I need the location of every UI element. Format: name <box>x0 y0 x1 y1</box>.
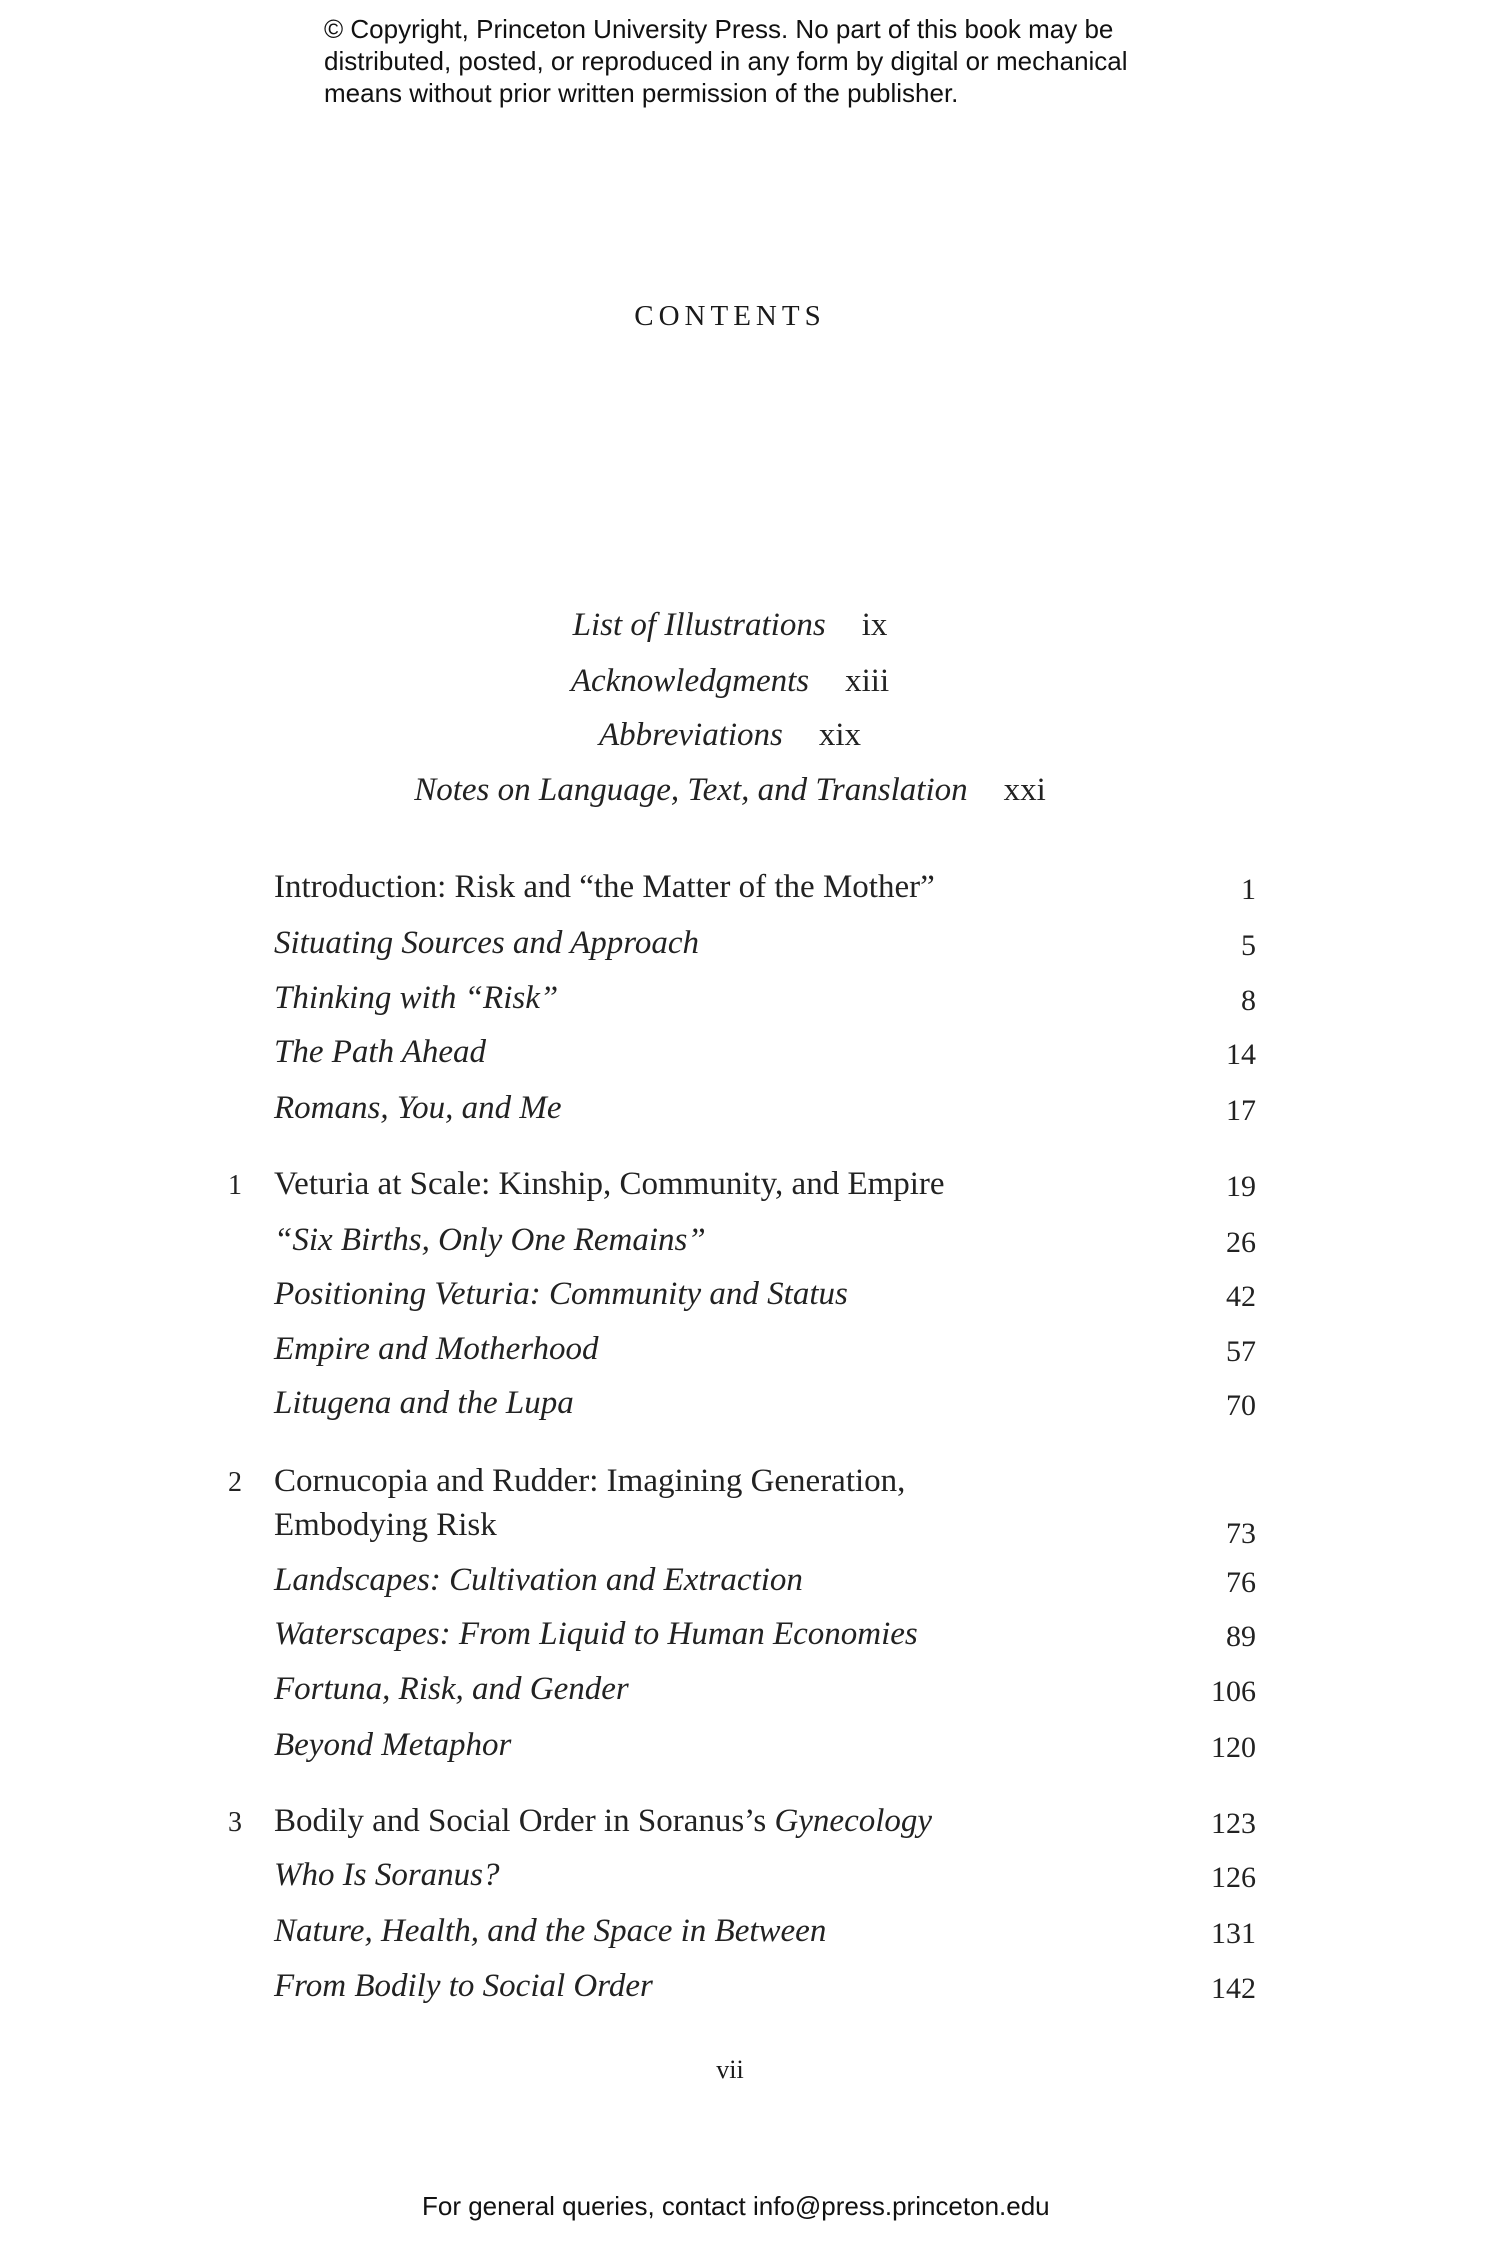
entry-title: Landscapes: Cultivation and Extraction <box>274 1562 803 1598</box>
page-title: CONTENTS <box>634 300 826 332</box>
entry-page: xix <box>818 717 862 753</box>
copyright-line: means without prior written permission of the publisher. <box>324 78 959 108</box>
toc-entry-section <box>0 925 1500 965</box>
entry-page: xxi <box>1003 772 1046 808</box>
chapter-number: 2 <box>228 1467 242 1498</box>
front-matter-entry <box>0 772 1460 809</box>
entry-page: 123 <box>1211 1807 1256 1840</box>
toc-entry-chapter <box>0 869 1500 909</box>
entry-page: 26 <box>1226 1226 1256 1259</box>
entry-title: Thinking with “Risk” <box>274 980 559 1016</box>
entry-title: Romans, You, and Me <box>274 1090 562 1126</box>
front-matter-entry <box>0 607 1460 644</box>
entry-title: Acknowledgments <box>570 663 810 699</box>
entry-title: From Bodily to Social Order <box>274 1968 653 2004</box>
copyright-line: distributed, posted, or reproduced in any form by digital or mechanical <box>324 46 1128 76</box>
entry-page: 5 <box>1241 929 1256 962</box>
entry-title: The Path Ahead <box>274 1034 487 1070</box>
chapter-number: 3 <box>228 1807 242 1838</box>
entry-page: 42 <box>1226 1280 1256 1313</box>
entry-title: Introduction: Risk and “the Matter of the Mother” <box>274 869 935 905</box>
entry-title-roman: Bodily and Social Order in Soranus’s <box>274 1803 775 1839</box>
entry-page: 126 <box>1211 1861 1256 1894</box>
toc-entry-section <box>0 1222 1500 1262</box>
toc-entry-chapter <box>0 1166 1500 1206</box>
entry-page: 1 <box>1241 873 1256 906</box>
page-number: vii <box>716 2055 744 2084</box>
toc-entry-section <box>0 1331 1500 1371</box>
entry-title: “Six Births, Only One Remains” <box>274 1222 706 1258</box>
toc-entry-chapter <box>0 1463 1500 1503</box>
toc-entry-section <box>0 1913 1500 1953</box>
entry-page: 73 <box>1226 1517 1256 1550</box>
toc-entry-section <box>0 1385 1500 1425</box>
entry-page: ix <box>861 607 888 643</box>
entry-title: Situating Sources and Approach <box>274 925 700 961</box>
contact-footer: For general queries, contact info@press.princeton.edu <box>422 2191 1050 2221</box>
toc-entry-section <box>0 1857 1500 1897</box>
entry-title <box>274 1803 932 1840</box>
toc-entry-section <box>0 1968 1500 2008</box>
entry-page: 17 <box>1226 1094 1256 1127</box>
toc-entry-section <box>0 1727 1500 1767</box>
toc-entry-section <box>0 980 1500 1020</box>
entry-page: 14 <box>1226 1038 1256 1071</box>
copyright-line: © Copyright, Princeton University Press. No part of this book may be <box>324 14 1114 44</box>
entry-title: Positioning Veturia: Community and Status <box>274 1276 848 1312</box>
toc-entry-section <box>0 1562 1500 1602</box>
entry-page: 89 <box>1226 1620 1256 1653</box>
entry-title: Fortuna, Risk, and Gender <box>274 1671 629 1707</box>
entry-page: 120 <box>1211 1731 1256 1764</box>
entry-title-line2: Embodying Risk <box>274 1507 497 1543</box>
chapter-number: 1 <box>228 1170 242 1201</box>
entry-title-line1: Cornucopia and Rudder: Imagining Generation, <box>274 1463 906 1499</box>
entry-page: 106 <box>1211 1675 1256 1708</box>
entry-title: Who Is Soranus? <box>274 1857 500 1893</box>
toc-entry-chapter <box>0 1803 1500 1843</box>
entry-title-italic: Gynecology <box>774 1803 933 1839</box>
toc-entry-section <box>0 1090 1500 1130</box>
entry-page: xiii <box>845 663 890 699</box>
front-matter-entry <box>0 717 1460 754</box>
toc-entry-section <box>0 1671 1500 1711</box>
toc-entry-section <box>0 1034 1500 1074</box>
copyright-notice <box>324 13 1224 109</box>
entry-title: Veturia at Scale: Kinship, Community, and Empire <box>274 1166 945 1202</box>
entry-title: Litugena and the Lupa <box>274 1385 574 1421</box>
entry-title: Notes on Language, Text, and Translation <box>414 772 968 808</box>
entry-page: 8 <box>1241 984 1256 1017</box>
entry-title: Beyond Metaphor <box>274 1727 512 1763</box>
entry-page: 142 <box>1211 1972 1256 2005</box>
entry-page: 57 <box>1226 1335 1256 1368</box>
toc-entry-section <box>0 1616 1500 1656</box>
entry-page: 19 <box>1226 1170 1256 1203</box>
toc-entry-section <box>0 1276 1500 1316</box>
toc-entry-chapter-continued <box>0 1507 1500 1550</box>
front-matter-entry <box>0 663 1460 700</box>
entry-title: Nature, Health, and the Space in Between <box>274 1913 827 1949</box>
entry-page: 76 <box>1226 1566 1256 1599</box>
entry-title: Abbreviations <box>598 717 783 753</box>
entry-page: 70 <box>1226 1389 1256 1422</box>
entry-title: Empire and Motherhood <box>274 1331 599 1367</box>
entry-title: List of Illustrations <box>572 607 826 643</box>
entry-page: 131 <box>1211 1917 1256 1950</box>
entry-title: Waterscapes: From Liquid to Human Economies <box>274 1616 918 1652</box>
